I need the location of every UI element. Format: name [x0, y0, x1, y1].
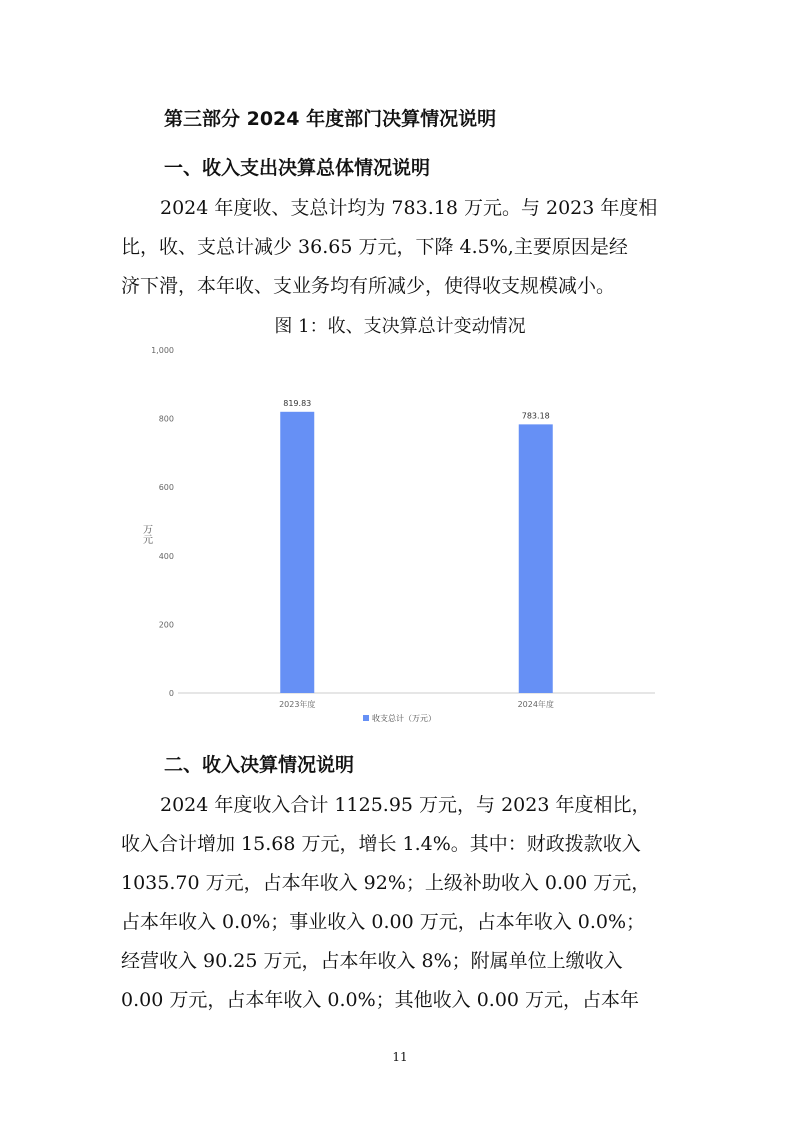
bar-chart [120, 338, 680, 738]
paragraph-line: 经营收入 90.25 万元，占本年收入 8%；附属单位上缴收入 [121, 950, 623, 972]
heading-income: 二、收入决算情况说明 [164, 754, 355, 776]
legend-swatch [363, 715, 369, 721]
paragraph-line: 0.00 万元，占本年收入 0.0%；其他收入 0.00 万元，占本年 [121, 989, 640, 1011]
x-tick-label: 2023年度 [279, 700, 316, 709]
paragraph-line: 济下滑，本年收、支业务均有所减少，使得收支规模减小。 [121, 275, 616, 297]
bar [519, 424, 553, 693]
paragraph-line: 1035.70 万元，占本年收入 92%；上级补助收入 0.00 万元， [121, 872, 651, 894]
x-tick-label: 2024年度 [517, 700, 554, 709]
y-tick-label: 400 [158, 551, 174, 561]
figure-title: 图 1：收、支决算总计变动情况 [274, 316, 526, 337]
y-tick-label: 800 [158, 414, 174, 424]
paragraph-line: 2024 年度收、支总计均为 783.18 万元。与 2023 年度相 [160, 197, 658, 219]
paragraph-line: 占本年收入 0.0%；事业收入 0.00 万元，占本年收入 0.0%； [121, 911, 646, 933]
heading-overall: 一、收入支出决算总体情况说明 [164, 157, 431, 179]
bar [280, 412, 314, 693]
legend-label: 收支总计（万元） [372, 714, 436, 723]
paragraph-line: 比，收、支总计减少 36.65 万元，下降 4.5%,主要原因是经 [121, 236, 628, 258]
y-tick-label: 1,000 [151, 346, 174, 355]
y-tick-label: 0 [168, 689, 174, 698]
bar-data-label: 819.83 [283, 398, 312, 408]
section-title: 第三部分 2024 年度部门决算情况说明 [164, 108, 497, 130]
y-axis-label: 万元 [140, 524, 152, 544]
paragraph-line: 收入合计增加 15.68 万元，增长 1.4%。其中：财政拨款收入 [121, 833, 641, 855]
page-number: 11 [392, 1050, 408, 1064]
bar-data-label: 783.18 [521, 411, 550, 421]
y-tick-label: 200 [158, 620, 174, 630]
paragraph-line: 2024 年度收入合计 1125.95 万元，与 2023 年度相比， [160, 794, 651, 816]
y-tick-label: 600 [158, 483, 174, 493]
